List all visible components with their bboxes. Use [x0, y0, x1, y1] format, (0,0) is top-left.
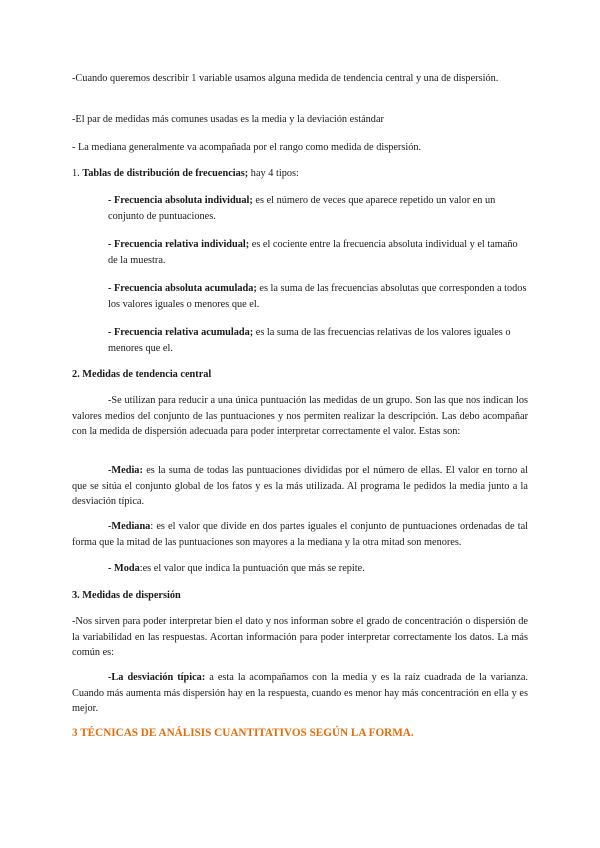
item-label: - Frecuencia absoluta acumulada; [108, 283, 257, 294]
paragraph-describe-variable: -Cuando queremos describir 1 variable usamos alguna medida de tendencia central y una de dispersión. [72, 73, 499, 84]
item-text: es el número de veces que aparece repetido un valor en un conjunto de puntuaciones. [108, 195, 496, 222]
media-label: -Media: [108, 465, 143, 476]
media-text: es la suma de todas las puntuaciones divididas por el número de ellas. El valor en torno al que se sitúa el conjunto global de los fatos y es la más utilizada. Al programa le pedidos la media junto a la desviación típica. [72, 465, 528, 507]
section1-number: 1. [72, 168, 80, 179]
moda-text: :es el valor que indica la puntuación que más se repite. [139, 563, 365, 574]
desviacion-paragraph [72, 670, 528, 717]
item-text: es el cociente entre la frecuencia absoluta individual y el tamaño de la muestra. [108, 239, 518, 266]
paragraph-median-range: - La mediana generalmente va acompañada por el rango como medida de dispersión. [72, 142, 422, 153]
item-text: es la suma de las frecuencias relativas de los valores iguales o menores que el. [108, 327, 511, 354]
desviacion-label: -La desviación típica: [108, 672, 206, 683]
item-label: - Frecuencia absoluta individual; [108, 195, 253, 206]
item-label: - Frecuencia relativa acumulada; [108, 327, 254, 338]
section-main-title: 3 TÉCNICAS DE ANÁLISIS CUANTITATIVOS SEGÚN LA FORMA. [72, 727, 414, 739]
section1-rest: hay 4 tipos: [248, 168, 299, 179]
paragraph-common-measures: -El par de medidas más comunes usadas es la media y la deviación estándar [72, 114, 384, 125]
item-text: es la suma de las frecuencias absolutas que corresponden a todos los valores iguales o menores que el. [108, 283, 527, 310]
mediana-label: -Mediana [108, 521, 151, 532]
section1-heading [72, 166, 528, 182]
mediana-text: : es el valor que divide en dos partes iguales el conjunto de puntuaciones ordenadas de tal forma que la mitad de las puntuaciones son mayores a la mediana y la otra mitad son menores. [72, 521, 528, 548]
mediana-paragraph [72, 519, 528, 550]
section3-intro: -Nos sirven para poder interpretar bien el dato y nos informan sobre el grado de concentración o dispersión de la variabilidad en las respuestas. Acortan información para poder interpretar correctamente los datos. La más común es: [72, 616, 528, 658]
moda-paragraph [72, 561, 528, 577]
desviacion-text: a esta la acompañamos con la media y es la raíz cuadrada de la varianza. Cuando más aumenta más dispersión hay en la respuesta, cuando es menor hay más concentración en ella y es mejor. [72, 672, 528, 714]
item-label: - Frecuencia relativa individual; [108, 239, 250, 250]
list-item [108, 281, 528, 312]
list-item [108, 237, 528, 268]
media-paragraph [72, 463, 528, 510]
section3-title: 3. Medidas de dispersión [72, 590, 181, 601]
section1-title: Tablas de distribución de frecuencias; [82, 168, 249, 179]
moda-label: - Moda [108, 563, 140, 574]
list-item [108, 325, 528, 356]
section2-intro: -Se utilizan para reducir a una única puntuación las medidas de un grupo. Son las que nos indican los valores medios del conjunto de las puntuaciones y nos permiten realizar la descripción. Las debo acompañar con la medida de dispersión adecuada para poder interpretar correctamente el valor. Estas son: [72, 395, 528, 437]
section2-title: 2. Medidas de tendencia central [72, 369, 212, 380]
list-item [108, 193, 528, 224]
